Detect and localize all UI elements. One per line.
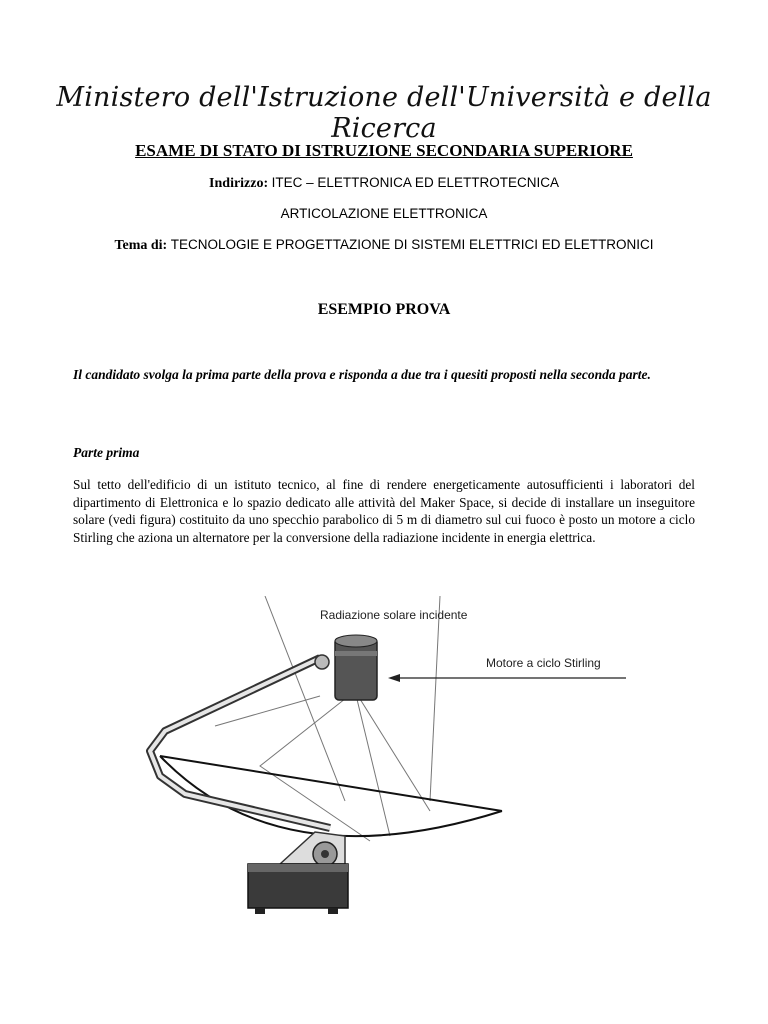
support-arm <box>150 658 330 828</box>
base-box <box>248 864 348 914</box>
articolazione-line <box>0 206 768 223</box>
pivot-hub <box>280 832 345 866</box>
indirizzo-line <box>0 175 768 192</box>
exam-title: ESAME DI STATO DI ISTRUZIONE SECONDARIA SUPERIORE <box>135 141 633 160</box>
instructions-text: Il candidato svolga la prima parte della prova e risponda a due tra i quesiti proposti nella seconda parte. <box>73 367 651 382</box>
tema-label: Tema di: <box>114 238 168 253</box>
incident-rays <box>215 596 440 841</box>
stirling-motor <box>335 635 377 700</box>
tema-line <box>0 237 768 254</box>
esempio-title: ESEMPIO PROVA <box>317 301 451 318</box>
indirizzo-label: Indirizzo: <box>209 176 269 191</box>
label-motor: Motore a ciclo Stirling <box>486 656 601 670</box>
solar-tracker-figure <box>130 596 638 936</box>
indirizzo-value: ITEC – ELETTRONICA ED ELETTROTECNICA <box>271 175 559 190</box>
section-title: Parte prima <box>73 445 140 460</box>
articolazione-value: ARTICOLAZIONE ELETTRONICA <box>280 206 488 221</box>
solar-tracker-diagram <box>130 596 638 936</box>
ministry-header: Ministero dell'Istruzione dell'Università e della Ricerca <box>56 82 712 144</box>
arrow-head-icon <box>388 674 400 682</box>
tema-value: TECNOLOGIE E PROGETTAZIONE DI SISTEMI ELETTRICI ED ELETTRONICI <box>170 237 654 252</box>
arm-joint-icon <box>315 655 329 669</box>
label-radiation: Radiazione solare incidente <box>320 608 468 622</box>
body-paragraph: Sul tetto dell'edificio di un istituto tecnico, al fine di rendere energeticamente autosufficienti i laboratori del dipartimento di Elettronica e lo spazio dedicato alle attività del Maker Space, si decide di installare un inseguitore solare (vedi figura) costituito da uno specchio parabolico di 5 m di diametro sul cui fuoco è posto un motore a ciclo Stirling che aziona un alternatore per la conversione della radiazione incidente in energia elettrica. <box>73 477 695 545</box>
